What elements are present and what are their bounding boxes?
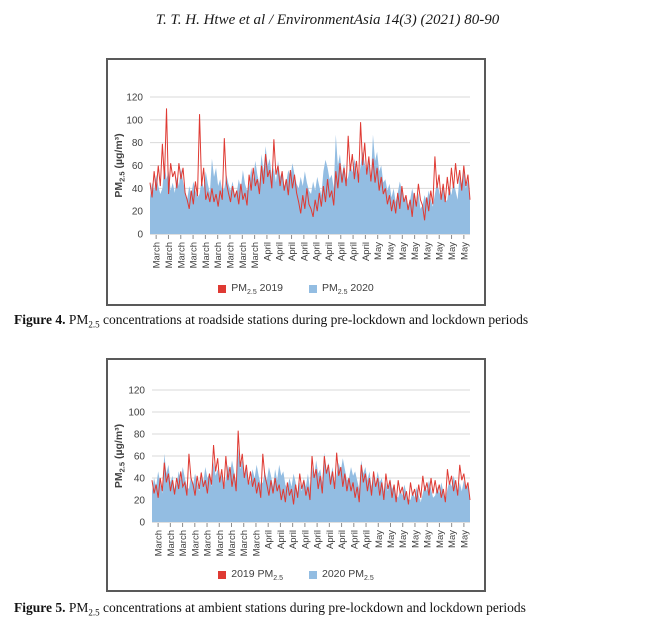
svg-text:March: March — [176, 242, 188, 269]
legend-swatch-icon — [309, 571, 317, 579]
svg-text:May: May — [459, 242, 471, 260]
svg-text:May: May — [373, 530, 385, 548]
svg-text:March: March — [251, 530, 263, 557]
svg-text:May: May — [385, 242, 397, 260]
svg-text:April: April — [312, 530, 324, 550]
svg-text:May: May — [422, 530, 434, 548]
svg-text:April: April — [275, 530, 287, 550]
svg-text:April: April — [300, 530, 312, 550]
svg-text:100: 100 — [126, 115, 143, 127]
svg-text:May: May — [373, 242, 385, 260]
svg-text:March: March — [153, 530, 165, 557]
svg-text:March: March — [213, 242, 225, 269]
svg-text:March: March — [202, 530, 214, 557]
svg-text:0: 0 — [137, 229, 143, 241]
figure5-caption-sub: 2.5 — [88, 607, 100, 618]
svg-text:April: April — [287, 242, 299, 262]
svg-text:March: March — [188, 242, 200, 269]
legend-label: 2019 $PM_{2.5}$ — [231, 568, 283, 583]
svg-text:April: April — [262, 242, 274, 262]
figure4-caption-label: Figure 4. — [14, 312, 66, 327]
legend-label: $PM_{2.5}$ 2020 — [322, 282, 374, 297]
svg-text:April: April — [361, 530, 373, 550]
svg-text:May: May — [434, 530, 446, 548]
figure4-caption-rest: concentrations at roadside stations during pre-lockdown and lockdown periods — [99, 312, 529, 327]
svg-text:May: May — [398, 530, 410, 548]
figure5-caption — [14, 600, 646, 618]
svg-text:March: March — [227, 530, 238, 557]
svg-text:April: April — [311, 242, 323, 262]
svg-text:20: 20 — [131, 206, 143, 218]
svg-text:April: April — [324, 530, 336, 550]
svg-text:March: March — [190, 530, 202, 557]
svg-text:80: 80 — [131, 138, 143, 150]
legend-swatch-icon — [309, 285, 317, 293]
svg-text:80: 80 — [133, 429, 145, 441]
legend-item — [309, 568, 374, 582]
svg-text:March: March — [151, 242, 163, 269]
figure5-caption-pre: PM — [65, 600, 89, 615]
svg-text:0: 0 — [139, 517, 145, 529]
journal-header: T. T. H. Htwe et al / EnvironmentAsia 14(3) (2021) 80-90 — [155, 12, 500, 28]
svg-text:March: March — [250, 242, 262, 269]
svg-text:March: March — [165, 530, 177, 557]
svg-text:May: May — [410, 530, 422, 548]
svg-text:40: 40 — [133, 473, 145, 485]
figure5-plot — [108, 360, 484, 590]
svg-text:40: 40 — [131, 183, 143, 195]
figure5-caption-rest: concentrations at ambient stations during pre-lockdown and lockdown periods — [99, 600, 526, 615]
svg-text:April: April — [348, 241, 360, 262]
svg-text:March: March — [178, 530, 190, 557]
legend-item — [218, 568, 283, 582]
svg-text:May: May — [447, 242, 459, 260]
svg-text:April: April — [288, 530, 300, 550]
legend-item — [309, 282, 374, 296]
svg-text:March: March — [239, 530, 251, 557]
svg-text:20: 20 — [133, 495, 145, 507]
figure4-legend — [108, 282, 484, 296]
svg-text:May: May — [459, 530, 471, 548]
svg-text:May: May — [447, 530, 459, 548]
figure5-caption-label: Figure 5. — [14, 600, 66, 615]
figure5-chart — [106, 358, 486, 592]
svg-text:March: March — [200, 242, 212, 269]
svg-text:March: March — [225, 242, 237, 269]
svg-text:April: April — [336, 242, 348, 262]
svg-text:May: May — [397, 242, 409, 260]
svg-text:April: April — [274, 242, 286, 262]
svg-text:April: April — [323, 242, 335, 262]
svg-text:May: May — [422, 242, 434, 260]
svg-text:60: 60 — [133, 451, 145, 463]
svg-text:May: May — [434, 242, 446, 260]
svg-text:100: 100 — [128, 407, 145, 419]
legend-label: 2020 $PM_{2.5}$ — [322, 568, 374, 583]
figure4-caption-sub: 2.5 — [88, 319, 100, 330]
svg-text:April: April — [349, 530, 361, 550]
svg-text:120: 120 — [126, 92, 143, 104]
svg-text:March: March — [214, 530, 226, 557]
svg-text:March: March — [237, 242, 249, 269]
figure4-chart — [106, 58, 486, 306]
svg-text:120: 120 — [128, 385, 145, 397]
legend-swatch-icon — [218, 285, 226, 293]
svg-text:April: April — [337, 530, 349, 550]
svg-text:April: April — [263, 530, 275, 550]
legend-label: $PM_{2.5}$ 2019 — [231, 282, 283, 297]
legend-swatch-icon — [218, 571, 226, 579]
figure5-legend — [108, 568, 484, 582]
svg-text:April: April — [360, 242, 372, 262]
svg-text:May: May — [386, 530, 397, 548]
legend-item — [218, 282, 283, 296]
svg-text:May: May — [410, 242, 422, 260]
figure4-plot — [108, 60, 484, 304]
svg-text:PM2.5 (µg/m³): $PM_{2.5}$ (µg/m³) — [113, 133, 127, 198]
svg-text:March: March — [163, 242, 175, 269]
figure4-caption-pre: PM — [65, 312, 89, 327]
figure4-caption — [14, 312, 646, 330]
svg-text:60: 60 — [131, 161, 143, 172]
svg-text:PM2.5 (µg/m³): $PM_{2.5}$ (µg/m³) — [113, 423, 127, 489]
svg-text:April: April — [299, 242, 311, 262]
